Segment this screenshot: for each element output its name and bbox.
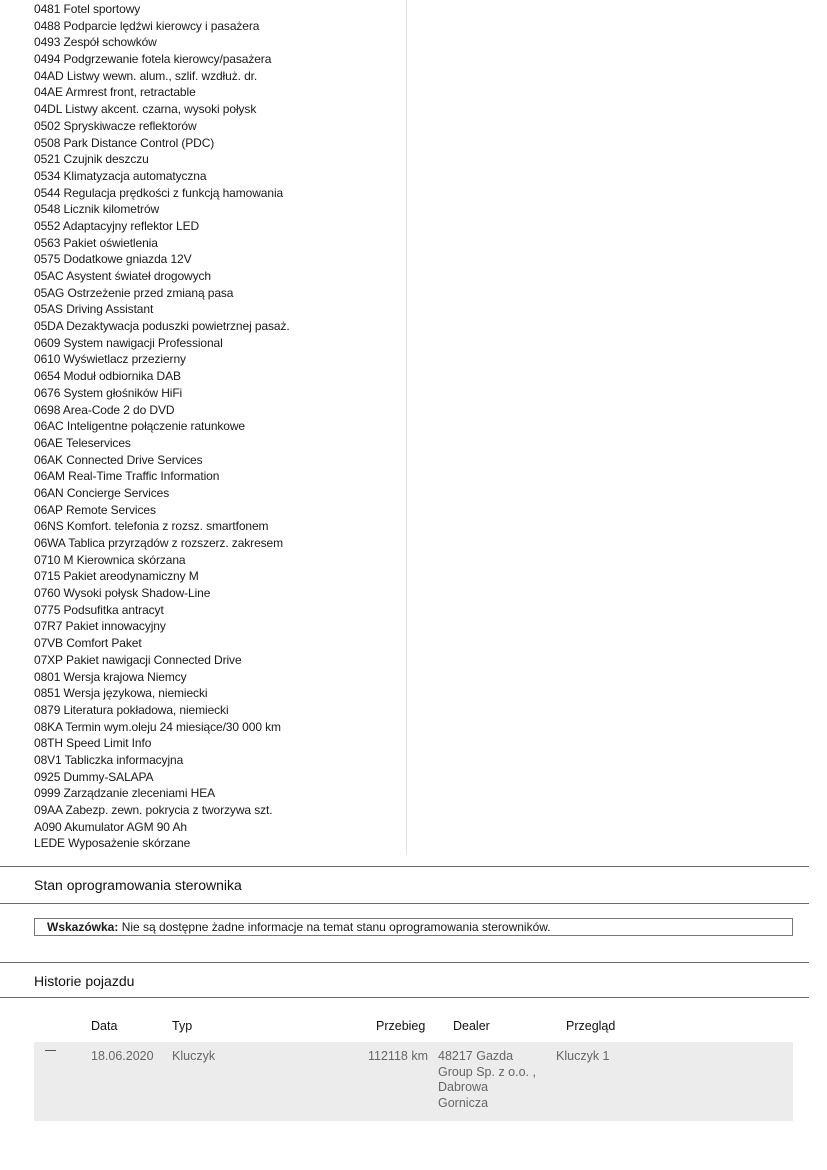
software-section-title: Stan oprogramowania sterownika bbox=[34, 877, 242, 893]
equipment-item: 0999 Zarządzanie zleceniami HEA bbox=[34, 786, 215, 801]
divider bbox=[0, 866, 809, 867]
divider bbox=[0, 962, 809, 963]
history-header-mileage: Przebieg bbox=[376, 1019, 426, 1033]
equipment-item: 07XP Pakiet nawigacji Connected Drive bbox=[34, 652, 242, 667]
equipment-item: 0521 Czujnik deszczu bbox=[34, 152, 149, 167]
equipment-item: 0508 Park Distance Control (PDC) bbox=[34, 135, 215, 150]
equipment-item: LEDE Wyposażenie skórzane bbox=[34, 836, 191, 851]
equipment-item: 0502 Spryskiwacze reflektorów bbox=[34, 118, 197, 133]
history-mileage: 112118 km bbox=[368, 1049, 428, 1063]
equipment-item: 0715 Pakiet areodynamiczny M bbox=[34, 569, 199, 584]
history-review: Kluczyk 1 bbox=[556, 1049, 610, 1063]
equipment-item: 0609 System nawigacji Professional bbox=[34, 335, 223, 350]
notice-text: Nie są dostępne żadne informacje na temat stanu oprogramowania sterowników. bbox=[118, 920, 551, 934]
equipment-item: 0925 Dummy-SALAPA bbox=[34, 769, 154, 784]
equipment-item: 04AE Armrest front, retractable bbox=[34, 85, 196, 100]
equipment-item: 04DL Listwy akcent. czarna, wysoki połysk bbox=[34, 102, 257, 117]
equipment-item: 0575 Dodatkowe gniazda 12V bbox=[34, 252, 192, 267]
equipment-item: 07VB Comfort Paket bbox=[34, 636, 142, 651]
equipment-list bbox=[34, 1, 406, 852]
equipment-item: 0493 Zespół schowków bbox=[34, 35, 157, 50]
equipment-item: 0775 Podsufitka antracyt bbox=[34, 602, 164, 617]
history-header-review: Przegląd bbox=[566, 1019, 616, 1033]
equipment-item: 07R7 Pakiet innowacyjny bbox=[34, 619, 166, 634]
equipment-item: 0676 System głośników HiFi bbox=[34, 385, 183, 400]
equipment-item: 08TH Speed Limit Info bbox=[34, 736, 152, 751]
equipment-item: 09AA Zabezp. zewn. pokrycia z tworzywa szt. bbox=[34, 803, 273, 817]
equipment-item: 06AM Real-Time Traffic Information bbox=[34, 469, 220, 484]
equipment-item: 0710 M Kierownica skórzana bbox=[34, 552, 186, 567]
history-row[interactable] bbox=[34, 1042, 793, 1121]
equipment-item: 0481 Fotel sportowy bbox=[34, 2, 141, 16]
equipment-item: 0851 Wersja językowa, niemiecki bbox=[34, 686, 208, 701]
equipment-item: 06NS Komfort. telefonia z rozsz. smartfonem bbox=[34, 519, 269, 534]
divider bbox=[0, 903, 809, 904]
software-notice bbox=[34, 918, 793, 936]
equipment-item: 0494 Podgrzewanie fotela kierowcy/pasażera bbox=[34, 52, 272, 67]
equipment-item: 0552 Adaptacyjny reflektor LED bbox=[34, 218, 200, 233]
equipment-item: 0698 Area-Code 2 do DVD bbox=[34, 402, 175, 417]
equipment-item: 06AC Inteligentne połączenie ratunkowe bbox=[34, 419, 246, 434]
equipment-item: 0760 Wysoki połysk Shadow-Line bbox=[34, 586, 211, 601]
equipment-item: 05AS Driving Assistant bbox=[34, 302, 154, 317]
equipment-item: 0548 Licznik kilometrów bbox=[34, 202, 160, 217]
equipment-item: 0544 Regulacja prędkości z funkcją hamowania bbox=[34, 185, 284, 200]
equipment-item: A090 Akumulator AGM 90 Ah bbox=[34, 819, 187, 834]
column-divider bbox=[406, 0, 407, 854]
equipment-item: 08KA Termin wym.oleju 24 miesiące/30 000 km bbox=[34, 719, 281, 734]
equipment-item: 05DA Dezaktywacja poduszki powietrznej pasaż. bbox=[34, 319, 290, 334]
collapse-dash-icon[interactable] bbox=[45, 1050, 56, 1051]
equipment-item: 06AK Connected Drive Services bbox=[34, 452, 203, 467]
equipment-item: 06AP Remote Services bbox=[34, 502, 156, 517]
equipment-item: 04AD Listwy wewn. alum., szlif. wzdłuż. dr. bbox=[34, 68, 258, 83]
history-header-type: Typ bbox=[172, 1019, 193, 1033]
history-header-dealer: Dealer bbox=[453, 1019, 490, 1033]
history-type: Kluczyk bbox=[172, 1049, 216, 1063]
equipment-item: 0610 Wyświetlacz przezierny bbox=[34, 352, 186, 367]
equipment-item: 0563 Pakiet oświetlenia bbox=[34, 235, 158, 250]
equipment-item: 06AE Teleservices bbox=[34, 435, 131, 450]
equipment-item: 08V1 Tabliczka informacyjna bbox=[34, 752, 184, 767]
history-header-date: Data bbox=[91, 1019, 118, 1033]
history-date: 18.06.2020 bbox=[91, 1049, 154, 1063]
history-dealer: 48217 Gazda Group Sp. z o.o. , Dabrowa Gornicza bbox=[438, 1049, 536, 1110]
equipment-item: 0488 Podparcie lędźwi kierowcy i pasażera bbox=[34, 18, 260, 33]
equipment-item: 0654 Moduł odbiornika DAB bbox=[34, 369, 181, 384]
equipment-item: 06WA Tablica przyrządów z rozszerz. zakresem bbox=[34, 536, 284, 550]
notice-label: Wskazówka: bbox=[47, 920, 119, 934]
equipment-item: 0534 Klimatyzacja automatyczna bbox=[34, 168, 207, 183]
history-section-title: Historie pojazdu bbox=[34, 973, 135, 989]
equipment-item: 0801 Wersja krajowa Niemcy bbox=[34, 669, 187, 684]
equipment-item: 0879 Literatura pokładowa, niemiecki bbox=[34, 702, 229, 717]
equipment-item: 05AG Ostrzeżenie przed zmianą pasa bbox=[34, 285, 234, 300]
equipment-item: 05AC Asystent świateł drogowych bbox=[34, 269, 211, 283]
divider bbox=[0, 997, 809, 998]
equipment-item: 06AN Concierge Services bbox=[34, 485, 170, 500]
